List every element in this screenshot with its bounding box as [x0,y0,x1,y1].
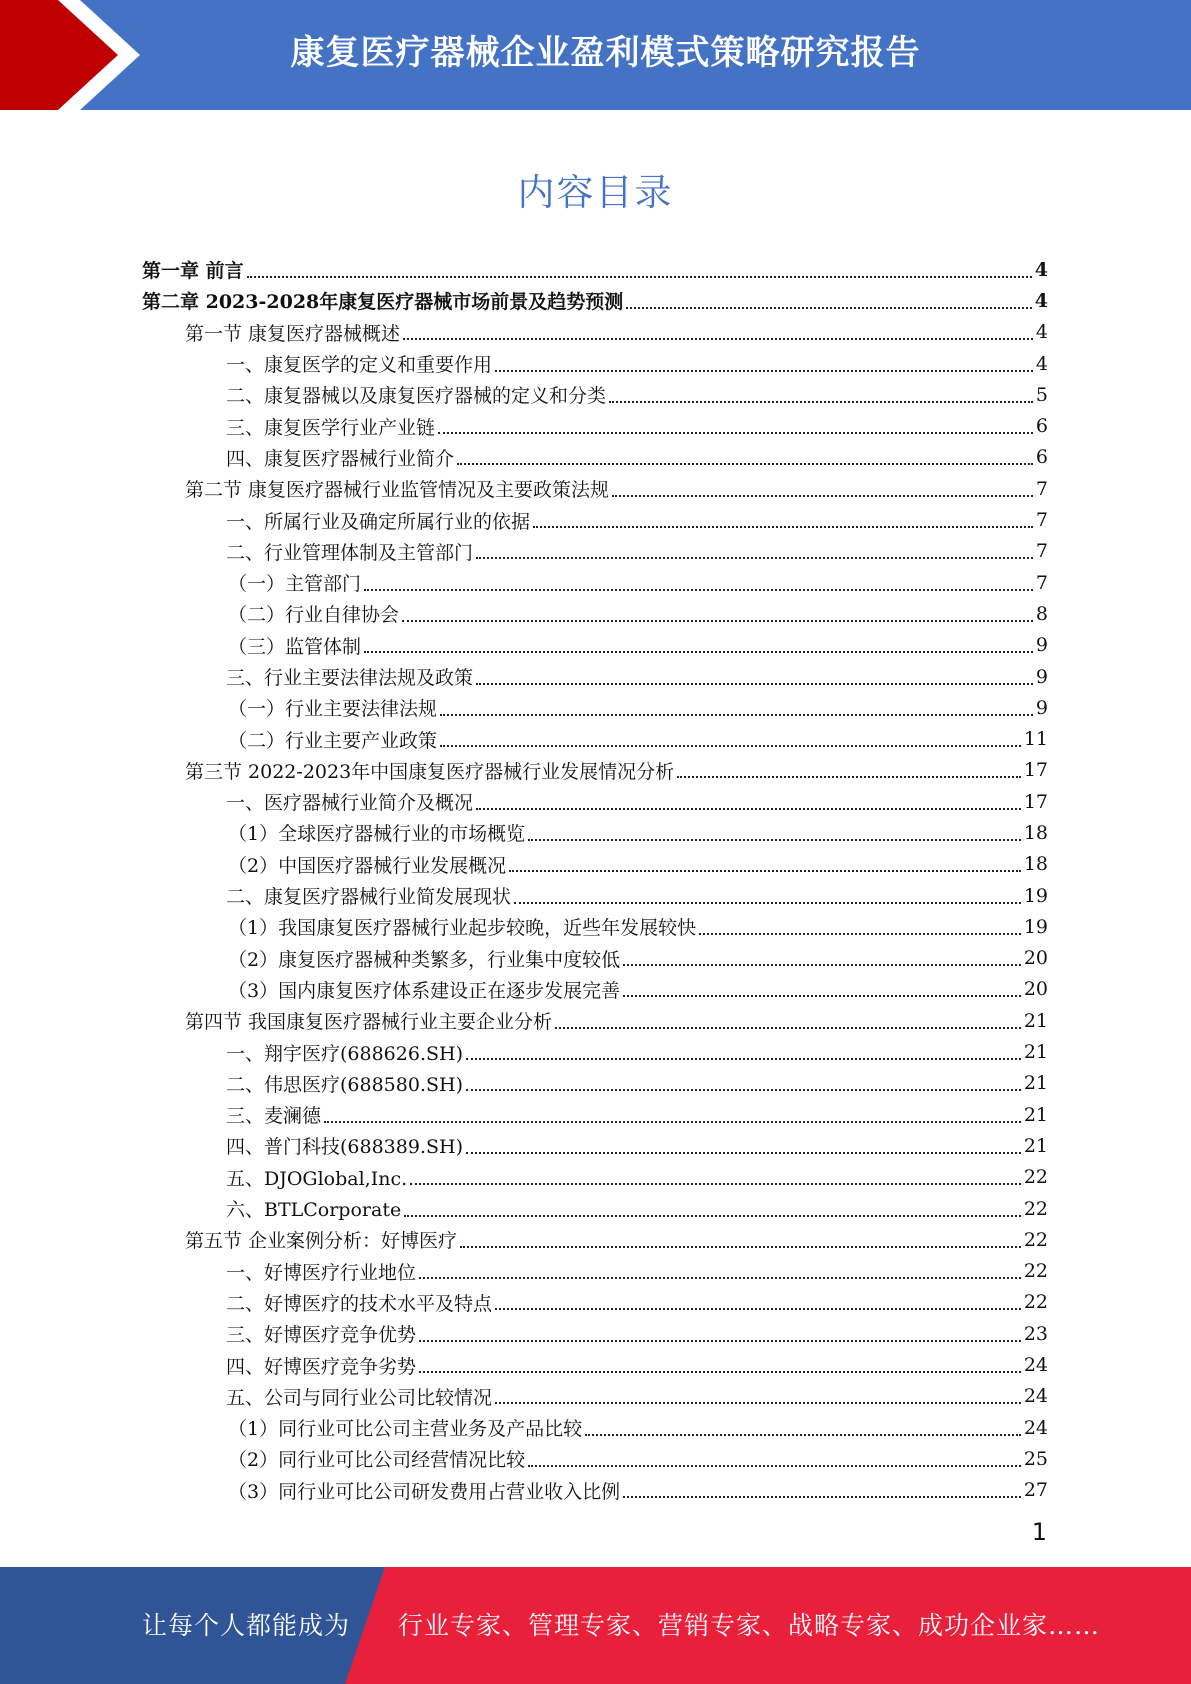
toc-entry-label: 一、所属行业及确定所属行业的依据 [226,510,531,533]
toc-entry-page: 22 [1023,1260,1048,1283]
header-banner [0,0,1191,110]
toc-entry-page: 23 [1023,1322,1048,1345]
toc-entry-label: （一）主管部门 [228,573,362,596]
toc-entry-page: 22 [1023,1291,1048,1314]
toc-entry-label: 一、好博医疗行业地位 [226,1261,417,1284]
toc-entry-page: 19 [1023,915,1048,938]
toc-entry-label: 第五节 企业案例分析：好博医疗 [185,1230,458,1253]
toc-entry-label: 三、行业主要法律法规及政策 [226,667,474,689]
toc-entry[interactable] [142,880,1048,911]
toc-entry-label: 三、好博医疗竞争优势 [226,1324,417,1347]
toc-entry[interactable] [142,1287,1048,1318]
toc-entry-page: 9 [1035,634,1048,657]
toc-entry-page: 22 [1023,1197,1048,1220]
toc-entry[interactable] [142,1412,1048,1443]
toc-entry[interactable] [142,348,1048,379]
toc-entry-label: 第一章 前言 [142,260,244,283]
toc-entry[interactable] [142,1099,1048,1130]
toc-entry[interactable] [142,1068,1048,1099]
dot-leader [533,526,1033,528]
dot-leader [623,964,1021,966]
dot-leader [677,776,1021,778]
dot-leader [404,1215,1021,1217]
toc-entry-label: 五、DJOGlobal,Inc. [226,1167,408,1190]
toc-entry-label: （2）中国医疗器械行业发展概况 [228,854,507,877]
dot-leader [364,589,1033,591]
toc-entry-label: 三、康复医学行业产业链 [226,416,436,439]
footer-slogan-right: 行业专家、管理专家、营销专家、战略专家、成功企业家…… [398,1611,1101,1640]
toc-entry[interactable] [142,1224,1048,1255]
toc-entry[interactable] [142,1005,1048,1036]
toc-entry-page: 20 [1023,947,1048,970]
toc-entry-page: 6 [1035,415,1048,438]
dot-leader [609,401,1033,403]
toc-entry-page: 21 [1023,1103,1048,1126]
dot-leader [612,495,1033,497]
toc-entry-page: 21 [1023,1009,1048,1032]
toc-entry[interactable] [142,1475,1048,1506]
dot-leader [460,1246,1021,1248]
toc-entry-page: 24 [1023,1385,1048,1408]
toc-entry-label: 第三节 2022-2023年中国康复医疗器械行业发展情况分析 [185,760,675,783]
dot-leader [476,557,1033,559]
table-of-contents [142,254,1048,1506]
toc-entry[interactable] [142,1349,1048,1380]
toc-entry-label: 一、医疗器械行业简介及概况 [226,792,474,815]
dot-leader [247,276,1032,278]
toc-entry[interactable] [142,817,1048,848]
dot-leader [495,370,1033,372]
toc-entry-page: 27 [1023,1479,1048,1502]
toc-entry-label: 二、康复器械以及康复医疗器械的定义和分类 [226,385,607,408]
toc-entry-label: 四、好博医疗竞争劣势 [226,1355,417,1378]
dot-leader [410,1183,1021,1185]
toc-entry-label: （1）同行业可比公司主营业务及产品比较 [228,1418,583,1441]
toc-entry-label: （三）监管体制 [228,635,362,658]
toc-entry-page: 21 [1023,1134,1048,1157]
dot-leader [476,683,1033,685]
dot-leader [514,902,1021,904]
dot-leader [364,651,1033,653]
dot-leader [476,808,1021,810]
toc-entry[interactable] [142,410,1048,441]
toc-entry[interactable] [142,442,1048,473]
toc-entry[interactable] [142,1443,1048,1474]
toc-entry[interactable] [142,661,1048,692]
toc-entry-label: 一、翔宇医疗(688626.SH) [226,1042,463,1065]
toc-entry[interactable] [142,1162,1048,1193]
toc-entry-page: 4 [1035,321,1048,344]
dot-leader [495,1402,1021,1404]
toc-entry[interactable] [142,285,1048,316]
toc-entry-page: 9 [1035,696,1048,719]
footer-slogan-left: 让每个人都能成为 [142,1611,351,1640]
toc-entry[interactable] [142,911,1048,942]
toc-entry-page: 24 [1023,1354,1048,1377]
dot-leader [440,714,1033,716]
dot-leader [419,1277,1021,1279]
dot-leader [585,1434,1021,1436]
toc-entry[interactable] [142,504,1048,535]
toc-entry[interactable] [142,567,1048,598]
toc-entry-page: 18 [1023,853,1048,876]
toc-entry[interactable] [142,755,1048,786]
toc-entry-label: 二、伟思医疗(688580.SH) [226,1073,463,1096]
toc-entry[interactable] [142,1193,1048,1224]
toc-entry-label: 第二节 康复医疗器械行业监管情况及主要政策法规 [185,479,610,502]
toc-entry-label: （1）全球医疗器械行业的市场概览 [228,823,526,846]
toc-entry-page: 9 [1035,665,1048,688]
toc-entry-label: 二、行业管理体制及主管部门 [226,541,474,564]
toc-entry[interactable] [142,379,1048,410]
toc-entry-page: 7 [1035,571,1048,594]
toc-entry-label: （二）行业自律协会 [228,604,400,627]
toc-entry-label: （3）同行业可比公司研发费用占营业收入比例 [228,1480,621,1503]
toc-entry-page: 7 [1035,509,1048,532]
dot-leader [419,1371,1021,1373]
dot-leader [623,1496,1021,1498]
toc-entry-label: 第二章 2023-2028年康复医疗器械市场前景及趋势预测 [142,291,624,314]
toc-entry[interactable] [142,786,1048,817]
toc-entry-label: 四、康复医疗器械行业简介 [226,447,455,470]
dot-leader [509,870,1021,872]
toc-entry-label: （2）同行业可比公司经营情况比较 [228,1449,526,1472]
toc-entry-page: 4 [1035,352,1048,375]
toc-entry-page: 11 [1023,728,1048,751]
toc-entry[interactable] [142,943,1048,974]
dot-leader [324,1121,1021,1123]
toc-entry-page: 21 [1023,1041,1048,1064]
toc-entry[interactable] [142,723,1048,754]
toc-entry-label: （2）康复医疗器械种类繁多，行业集中度较低 [228,948,621,971]
toc-entry[interactable] [142,598,1048,629]
toc-entry-label: 二、好博医疗的技术水平及特点 [226,1292,493,1315]
toc-entry-page: 4 [1034,258,1048,281]
toc-entry-label: 四、普门科技(688389.SH) [226,1136,463,1159]
dot-leader [419,1340,1021,1342]
toc-heading: 内容目录 [517,171,674,214]
toc-entry-label: 一、康复医学的定义和重要作用 [226,354,493,377]
footer-banner [0,1567,1191,1684]
toc-entry-label: （二）行业主要产业政策 [228,729,438,752]
toc-entry-label: 三、麦澜德 [226,1105,322,1128]
toc-entry[interactable] [142,1381,1048,1412]
report-title: 康复医疗器械企业盈利模式策略研究报告 [290,33,921,73]
toc-entry-page: 17 [1023,790,1048,813]
toc-entry[interactable] [142,974,1048,1005]
toc-entry-page: 22 [1023,1228,1048,1251]
toc-entry[interactable] [142,1130,1048,1161]
toc-entry[interactable] [142,1318,1048,1349]
toc-entry[interactable] [142,254,1048,285]
toc-entry-label: （3）国内康复医疗体系建设正在逐步发展完善 [228,979,621,1002]
dot-leader [555,1027,1021,1029]
dot-leader [528,839,1021,841]
dot-leader [403,338,1033,340]
toc-entry-page: 8 [1035,602,1048,625]
toc-entry-page: 21 [1023,1072,1048,1095]
toc-entry-page: 4 [1034,289,1048,312]
toc-entry-label: 二、康复医疗器械行业简发展现状 [226,886,512,909]
toc-entry-page: 5 [1035,383,1048,406]
dot-leader [495,1308,1021,1310]
toc-entry-page: 25 [1023,1447,1048,1470]
toc-entry-page: 6 [1035,446,1048,469]
toc-entry-page: 18 [1023,821,1048,844]
dot-leader [438,432,1033,434]
toc-entry-page: 19 [1023,884,1048,907]
dot-leader [626,307,1032,309]
toc-entry-label: （一）行业主要法律法规 [228,698,438,721]
dot-leader [440,745,1021,747]
toc-entry-page: 24 [1023,1416,1048,1439]
toc-entry[interactable] [142,692,1048,723]
toc-entry[interactable] [142,849,1048,880]
dot-leader [466,1089,1021,1091]
dot-leader [402,620,1033,622]
dot-leader [457,463,1033,465]
toc-entry-page: 20 [1023,978,1048,1001]
toc-entry-page: 7 [1035,477,1048,500]
toc-entry[interactable] [142,1256,1048,1287]
dot-leader [623,995,1021,997]
toc-entry[interactable] [142,536,1048,567]
toc-entry-label: 第一节 康复医疗器械概述 [185,322,401,345]
toc-entry-label: 第四节 我国康复医疗器械行业主要企业分析 [185,1011,553,1034]
toc-entry[interactable] [142,630,1048,661]
dot-leader [466,1152,1021,1154]
toc-entry-label: （1）我国康复医疗器械行业起步较晚，近些年发展较快 [228,917,697,940]
toc-entry-label: 五、公司与同行业公司比较情况 [226,1386,493,1409]
toc-entry[interactable] [142,1036,1048,1067]
dot-leader [699,933,1021,935]
dot-leader [466,1058,1021,1060]
toc-entry-page: 22 [1023,1166,1048,1189]
toc-entry-page: 17 [1023,759,1048,782]
toc-entry-page: 7 [1035,540,1048,563]
toc-entry[interactable] [142,317,1048,348]
page-number: 1 [1031,1518,1047,1546]
dot-leader [528,1465,1021,1467]
toc-entry[interactable] [142,473,1048,504]
toc-entry-label: 六、BTLCorporate [226,1199,402,1222]
